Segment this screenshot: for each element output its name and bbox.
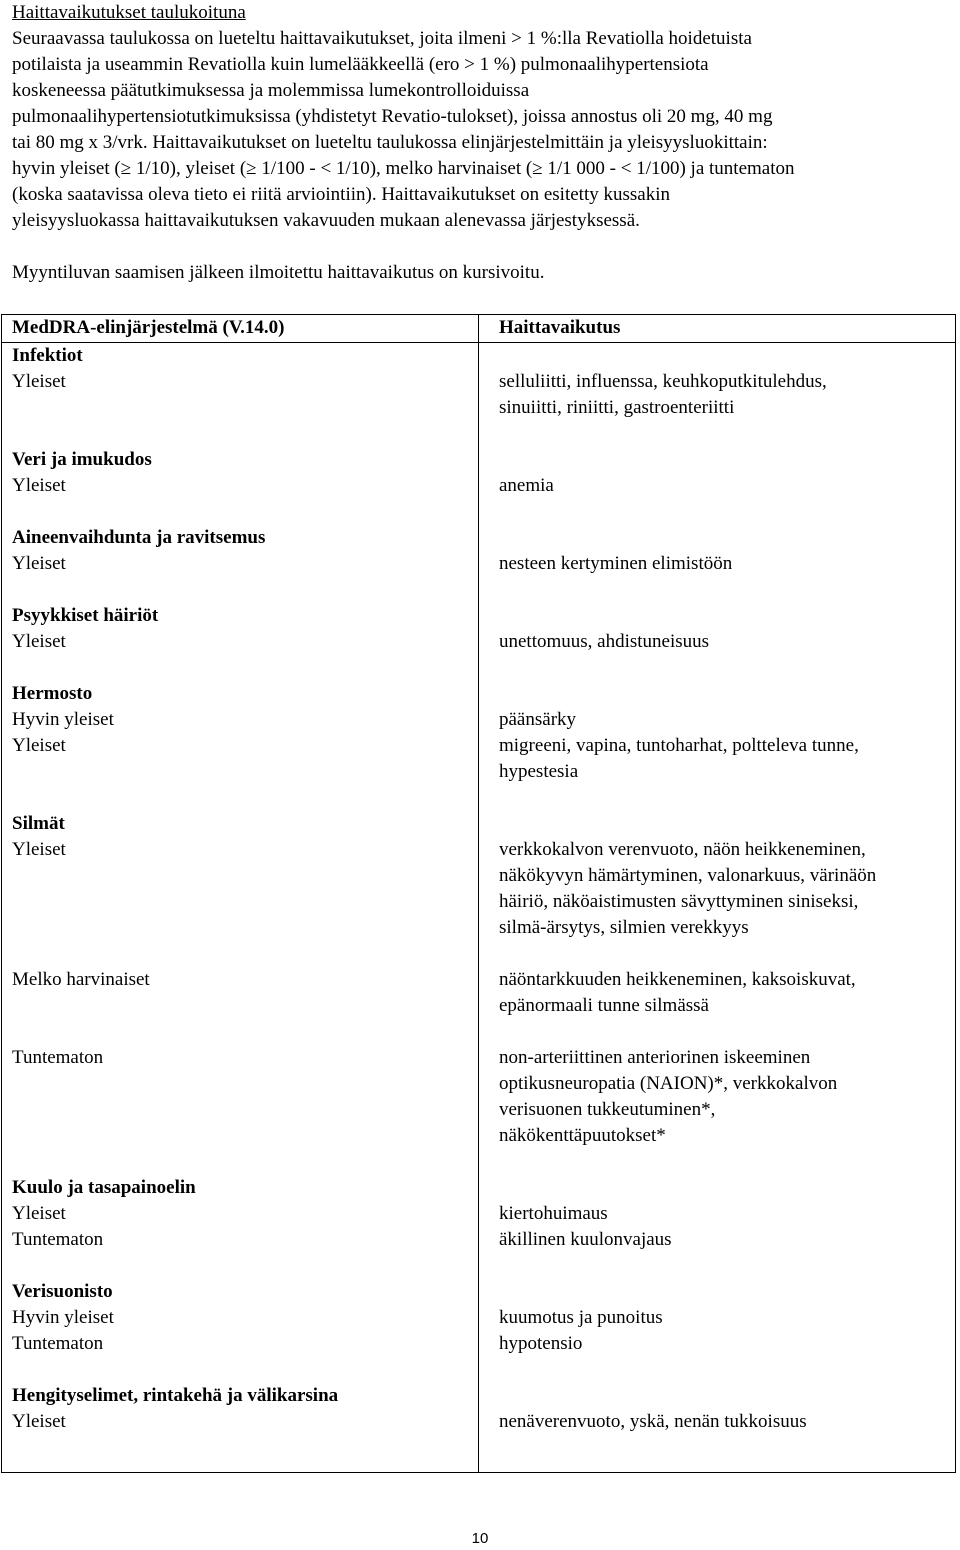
intro-line: hyvin yleiset (≥ 1/10), yleiset (≥ 1/100 - < 1/10), melko harvinaiset (≥ 1/1 000 - < 1/100) ja tuntematon	[12, 158, 795, 179]
frequency-label: Tuntematon	[12, 1332, 104, 1354]
spacer-line	[12, 395, 468, 421]
adverse-effect-text: verkkokalvon verenvuoto, näön heikkeneminen,	[499, 838, 866, 860]
spacer-line	[499, 785, 945, 811]
postmarketing-note: Myyntiluvan saamisen jälkeen ilmoitettu haittavaikutus on kursivoitu.	[12, 262, 545, 283]
frequency-label: Yleiset	[12, 370, 66, 392]
spacer-line	[499, 655, 945, 681]
header-label-effect: Haittavaikutus	[499, 317, 621, 338]
spacer-line	[12, 1149, 468, 1175]
soc-heading: Hermosto	[12, 682, 93, 704]
spacer-line	[12, 655, 468, 681]
spacer-line	[499, 681, 945, 707]
adverse-effect-text: näöntarkkuuden heikkeneminen, kaksoiskuvat,	[499, 968, 856, 990]
spacer-line	[499, 1175, 945, 1201]
spacer-line	[499, 1019, 945, 1045]
adverse-effect-text: äkillinen kuulonvajaus	[499, 1228, 672, 1250]
section-heading: Haittavaikutukset taulukoituna	[12, 2, 246, 23]
spacer-line	[12, 1019, 468, 1045]
spacer-line	[499, 1383, 945, 1409]
page-number: 10	[471, 1530, 489, 1547]
spacer-line	[12, 941, 468, 967]
adverse-effect-text: nesteen kertyminen elimistöön	[499, 552, 733, 574]
adverse-effect-text: anemia	[499, 474, 554, 496]
spacer-line	[12, 785, 468, 811]
frequency-label: Hyvin yleiset	[12, 1306, 114, 1328]
spacer-line	[499, 421, 945, 447]
frequency-label: Yleiset	[12, 474, 66, 496]
spacer-line	[12, 1097, 468, 1123]
frequency-label: Tuntematon	[12, 1046, 104, 1068]
adverse-effect-text: non-arteriittinen anteriorinen iskeeminen	[499, 1046, 811, 1068]
frequency-label: Yleiset	[12, 1410, 66, 1432]
adverse-effect-text: selluliitti, influenssa, keuhkoputkitulehdus,	[499, 370, 827, 392]
adverse-effect-text: näkökyvyn hämärtyminen, valonarkuus, värinäön	[499, 864, 877, 886]
spacer-line	[499, 577, 945, 603]
intro-line: pulmonaalihypertensiotutkimuksissa (yhdistetyt Revatio-tulokset), joissa annostus oli 20 mg, 40 mg	[12, 106, 773, 127]
spacer-line	[499, 447, 945, 473]
intro-line: yleisyysluokassa haittavaikutuksen vakavuuden mukaan alenevassa järjestyksessä.	[12, 210, 640, 231]
adverse-effect-text: silmä-ärsytys, silmien verekkyys	[499, 916, 749, 938]
intro-line: (koska saatavissa oleva tieto ei riitä arviointiin). Haittavaikutukset on esitetty kussakin	[12, 184, 670, 205]
adverse-effect-text: hypotensio	[499, 1332, 583, 1354]
soc-heading: Kuulo ja tasapainoelin	[12, 1176, 196, 1198]
spacer-line	[12, 1357, 468, 1383]
spacer-line	[12, 863, 468, 889]
spacer-line	[12, 889, 468, 915]
intro-paragraph	[12, 26, 952, 286]
frequency-label: Hyvin yleiset	[12, 708, 114, 730]
document-page	[12, 0, 952, 286]
spacer-line	[12, 1123, 468, 1149]
spacer-line	[499, 1253, 945, 1279]
table-body-row	[2, 342, 956, 1472]
frequency-label: Yleiset	[12, 734, 66, 756]
adverse-effect-text: hypestesia	[499, 760, 579, 782]
intro-line: koskeneessa päätutkimuksessa ja molemmissa lumekontrolloiduissa	[12, 80, 530, 101]
soc-heading: Aineenvaihdunta ja ravitsemus	[12, 526, 266, 548]
spacer-line	[12, 915, 468, 941]
spacer-line	[499, 343, 945, 369]
frequency-label: Yleiset	[12, 838, 66, 860]
adverse-effect-text: häiriö, näköaistimusten sävyttyminen siniseksi,	[499, 890, 859, 912]
adverse-effect-text: verisuonen tukkeutuminen*,	[499, 1098, 716, 1120]
spacer-line	[12, 499, 468, 525]
frequency-label: Tuntematon	[12, 1228, 104, 1250]
adverse-effect-text: migreeni, vapina, tuntoharhat, poltteleva tunne,	[499, 734, 859, 756]
spacer-line	[499, 1149, 945, 1175]
table-header-row	[2, 315, 956, 343]
frequency-label: Yleiset	[12, 630, 66, 652]
header-label-meddra: MedDRA-elinjärjestelmä (V.14.0)	[12, 317, 285, 338]
table-header-left	[2, 315, 479, 343]
adverse-effect-text: kiertohuimaus	[499, 1202, 608, 1224]
soc-heading: Hengityselimet, rintakehä ja välikarsina	[12, 1384, 339, 1406]
adverse-reactions-table	[1, 314, 956, 1473]
soc-heading: Infektiot	[12, 344, 83, 366]
spacer-line	[12, 759, 468, 785]
frequency-label: Yleiset	[12, 552, 66, 574]
spacer-line	[12, 1253, 468, 1279]
soc-heading: Veri ja imukudos	[12, 448, 152, 470]
spacer-line	[499, 811, 945, 837]
spacer-line	[499, 499, 945, 525]
adverse-effect-text: päänsärky	[499, 708, 577, 730]
spacer-line	[499, 941, 945, 967]
soc-heading: Verisuonisto	[12, 1280, 113, 1302]
spacer-line	[499, 1357, 945, 1383]
soc-heading: Psyykkiset häiriöt	[12, 604, 159, 626]
effect-column	[479, 342, 956, 1472]
intro-line: Seuraavassa taulukossa on lueteltu haittavaikutukset, joita ilmeni > 1 %:lla Revatiolla hoidetuista	[12, 28, 752, 49]
spacer-line	[12, 1071, 468, 1097]
spacer-line	[12, 421, 468, 447]
soc-column	[2, 342, 479, 1472]
spacer-line	[499, 603, 945, 629]
adverse-effect-text: nenäverenvuoto, yskä, nenän tukkoisuus	[499, 1410, 807, 1432]
spacer-line	[12, 577, 468, 603]
adverse-effect-text: näkökenttäpuutokset*	[499, 1124, 666, 1146]
adverse-effect-text: sinuiitti, riniitti, gastroenteriitti	[499, 396, 735, 418]
adverse-effect-text: optikusneuropatia (NAION)*, verkkokalvon	[499, 1072, 838, 1094]
spacer-line	[12, 993, 468, 1019]
spacer-line	[499, 1279, 945, 1305]
frequency-label: Yleiset	[12, 1202, 66, 1224]
adverse-effect-text: epänormaali tunne silmässä	[499, 994, 709, 1016]
spacer-line	[499, 525, 945, 551]
frequency-label: Melko harvinaiset	[12, 968, 150, 990]
table-header-right	[479, 315, 956, 343]
soc-heading: Silmät	[12, 812, 65, 834]
intro-line: tai 80 mg x 3/vrk. Haittavaikutukset on lueteltu taulukossa elinjärjestelmittäin ja yleisyysluokittain:	[12, 132, 768, 153]
adverse-effect-text: kuumotus ja punoitus	[499, 1306, 663, 1328]
intro-line: potilaista ja useammin Revatiolla kuin lumelääkkeellä (ero > 1 %) pulmonaalihypertensiota	[12, 54, 709, 75]
adverse-effect-text: unettomuus, ahdistuneisuus	[499, 630, 710, 652]
